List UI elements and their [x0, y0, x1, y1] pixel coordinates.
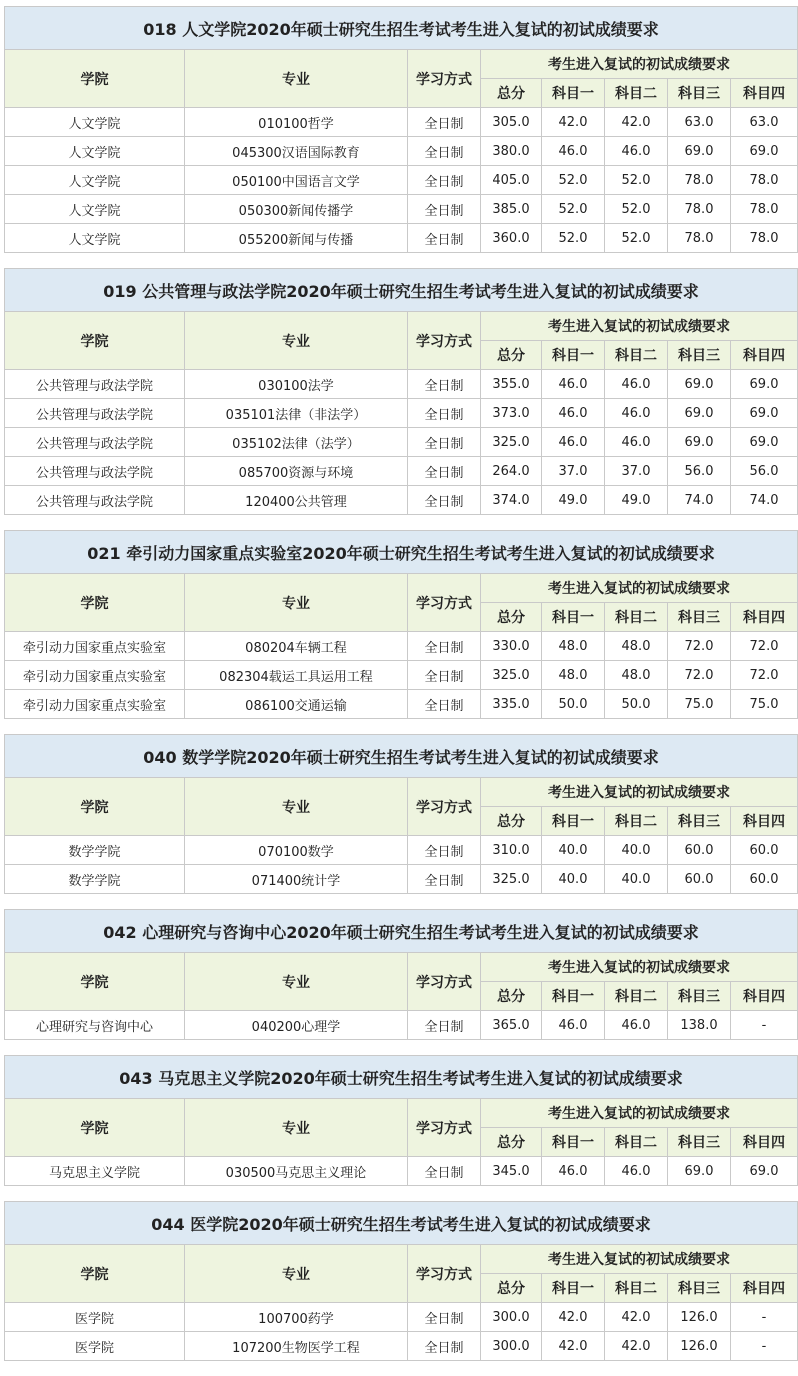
subject-header-s3: 科目三 [668, 79, 731, 108]
table-cell: 人文学院 [5, 108, 185, 137]
table-cell: 69.0 [668, 399, 731, 428]
major-header: 专业 [185, 574, 408, 632]
table-cell: 72.0 [731, 632, 798, 661]
subject-header-s1: 科目一 [542, 79, 605, 108]
table-cell: 46.0 [542, 428, 605, 457]
table-row [5, 836, 798, 865]
table-cell: 公共管理与政法学院 [5, 399, 185, 428]
table-cell: 63.0 [668, 108, 731, 137]
table-cell: 69.0 [731, 137, 798, 166]
college-header: 学院 [5, 574, 185, 632]
subject-header-total: 总分 [481, 982, 542, 1011]
table-cell: 69.0 [731, 428, 798, 457]
college-header: 学院 [5, 1099, 185, 1157]
table-cell: 公共管理与政法学院 [5, 370, 185, 399]
table-cell: 071400统计学 [185, 865, 408, 894]
table-cell: 46.0 [605, 428, 668, 457]
table-cell: 全日制 [408, 690, 481, 719]
table-cell: 60.0 [731, 836, 798, 865]
table-row [5, 195, 798, 224]
subject-header-s3: 科目三 [668, 1128, 731, 1157]
score-table [4, 530, 798, 719]
table-cell: 345.0 [481, 1157, 542, 1186]
table-cell: 126.0 [668, 1332, 731, 1361]
subject-header-s2: 科目二 [605, 79, 668, 108]
study-mode-header: 学习方式 [408, 312, 481, 370]
major-header: 专业 [185, 312, 408, 370]
table-cell: 全日制 [408, 1303, 481, 1332]
table-cell: 40.0 [605, 836, 668, 865]
table-cell: 全日制 [408, 370, 481, 399]
table-cell: 385.0 [481, 195, 542, 224]
table-row [5, 137, 798, 166]
table-cell: 牵引动力国家重点实验室 [5, 690, 185, 719]
table-cell: 60.0 [668, 865, 731, 894]
table-cell: 52.0 [605, 195, 668, 224]
table-cell: 086100交通运输 [185, 690, 408, 719]
score-section [4, 1055, 797, 1186]
subject-header-s2: 科目二 [605, 982, 668, 1011]
table-cell: 46.0 [542, 1157, 605, 1186]
table-cell: 78.0 [731, 166, 798, 195]
table-cell: 50.0 [542, 690, 605, 719]
table-cell: - [731, 1332, 798, 1361]
table-cell: 78.0 [731, 195, 798, 224]
subject-header-s2: 科目二 [605, 341, 668, 370]
score-table [4, 909, 798, 1040]
table-cell: 030100法学 [185, 370, 408, 399]
score-table [4, 268, 798, 515]
table-cell: 人文学院 [5, 166, 185, 195]
table-row [5, 108, 798, 137]
table-cell: 335.0 [481, 690, 542, 719]
table-cell: 数学学院 [5, 836, 185, 865]
table-cell: 全日制 [408, 486, 481, 515]
major-header: 专业 [185, 50, 408, 108]
subject-header-s2: 科目二 [605, 807, 668, 836]
table-cell: 126.0 [668, 1303, 731, 1332]
table-cell: 40.0 [542, 865, 605, 894]
table-cell: 69.0 [668, 370, 731, 399]
table-cell: 46.0 [542, 370, 605, 399]
table-cell: 46.0 [542, 137, 605, 166]
requirement-header: 考生进入复试的初试成绩要求 [481, 953, 798, 982]
table-cell: 全日制 [408, 457, 481, 486]
table-cell: - [731, 1011, 798, 1040]
table-cell: 330.0 [481, 632, 542, 661]
table-cell: 405.0 [481, 166, 542, 195]
table-cell: 46.0 [605, 137, 668, 166]
table-cell: 138.0 [668, 1011, 731, 1040]
subject-header-s3: 科目三 [668, 341, 731, 370]
table-cell: 040200心理学 [185, 1011, 408, 1040]
table-cell: 人文学院 [5, 137, 185, 166]
table-cell: 050100中国语言文学 [185, 166, 408, 195]
table-cell: 全日制 [408, 632, 481, 661]
subject-header-s4: 科目四 [731, 1128, 798, 1157]
table-cell: 48.0 [542, 632, 605, 661]
major-header: 专业 [185, 1245, 408, 1303]
study-mode-header: 学习方式 [408, 574, 481, 632]
table-cell: 医学院 [5, 1303, 185, 1332]
table-cell: 人文学院 [5, 224, 185, 253]
table-cell: 78.0 [668, 166, 731, 195]
table-row [5, 632, 798, 661]
table-cell: 69.0 [668, 137, 731, 166]
table-cell: 300.0 [481, 1332, 542, 1361]
table-cell: 37.0 [542, 457, 605, 486]
table-cell: 100700药学 [185, 1303, 408, 1332]
section-title: 018 人文学院2020年硕士研究生招生考试考生进入复试的初试成绩要求 [5, 7, 798, 50]
table-cell: 373.0 [481, 399, 542, 428]
table-cell: 37.0 [605, 457, 668, 486]
table-cell: 40.0 [542, 836, 605, 865]
section-title: 042 心理研究与咨询中心2020年硕士研究生招生考试考生进入复试的初试成绩要求 [5, 910, 798, 953]
table-cell: 380.0 [481, 137, 542, 166]
table-cell: 035102法律（法学） [185, 428, 408, 457]
score-section [4, 6, 797, 253]
table-row [5, 166, 798, 195]
table-cell: 48.0 [605, 632, 668, 661]
subject-header-total: 总分 [481, 1128, 542, 1157]
major-header: 专业 [185, 778, 408, 836]
table-cell: 42.0 [542, 1303, 605, 1332]
table-cell: 人文学院 [5, 195, 185, 224]
subject-header-s4: 科目四 [731, 341, 798, 370]
section-title: 044 医学院2020年硕士研究生招生考试考生进入复试的初试成绩要求 [5, 1202, 798, 1245]
table-cell: 69.0 [731, 1157, 798, 1186]
table-cell: 46.0 [605, 399, 668, 428]
score-section [4, 1201, 797, 1361]
table-cell: 心理研究与咨询中心 [5, 1011, 185, 1040]
score-table [4, 1201, 798, 1361]
table-row [5, 370, 798, 399]
requirement-header: 考生进入复试的初试成绩要求 [481, 574, 798, 603]
table-cell: 72.0 [668, 632, 731, 661]
table-cell: 公共管理与政法学院 [5, 428, 185, 457]
table-cell: 全日制 [408, 224, 481, 253]
table-row [5, 1303, 798, 1332]
table-cell: 78.0 [668, 195, 731, 224]
table-cell: 63.0 [731, 108, 798, 137]
college-header: 学院 [5, 1245, 185, 1303]
subject-header-s1: 科目一 [542, 1274, 605, 1303]
score-table [4, 734, 798, 894]
major-header: 专业 [185, 953, 408, 1011]
table-cell: 72.0 [668, 661, 731, 690]
table-cell: 49.0 [542, 486, 605, 515]
table-cell: 全日制 [408, 865, 481, 894]
subject-header-total: 总分 [481, 79, 542, 108]
table-row [5, 661, 798, 690]
table-row [5, 428, 798, 457]
table-cell: 46.0 [605, 1011, 668, 1040]
study-mode-header: 学习方式 [408, 1245, 481, 1303]
table-row [5, 1157, 798, 1186]
table-cell: 52.0 [542, 195, 605, 224]
table-cell: 365.0 [481, 1011, 542, 1040]
table-cell: 030500马克思主义理论 [185, 1157, 408, 1186]
table-cell: 325.0 [481, 661, 542, 690]
table-cell: 全日制 [408, 108, 481, 137]
study-mode-header: 学习方式 [408, 778, 481, 836]
table-cell: 46.0 [542, 399, 605, 428]
table-row [5, 865, 798, 894]
table-cell: 全日制 [408, 166, 481, 195]
requirement-header: 考生进入复试的初试成绩要求 [481, 778, 798, 807]
subject-header-s2: 科目二 [605, 603, 668, 632]
subject-header-total: 总分 [481, 603, 542, 632]
requirement-header: 考生进入复试的初试成绩要求 [481, 1245, 798, 1274]
table-cell: 全日制 [408, 428, 481, 457]
score-section [4, 734, 797, 894]
table-cell: 全日制 [408, 137, 481, 166]
table-cell: 全日制 [408, 836, 481, 865]
table-cell: 牵引动力国家重点实验室 [5, 661, 185, 690]
table-cell: 全日制 [408, 195, 481, 224]
table-cell: 42.0 [605, 108, 668, 137]
table-cell: 全日制 [408, 661, 481, 690]
table-cell: 49.0 [605, 486, 668, 515]
subject-header-s1: 科目一 [542, 807, 605, 836]
table-cell: 310.0 [481, 836, 542, 865]
table-cell: 78.0 [731, 224, 798, 253]
table-cell: 300.0 [481, 1303, 542, 1332]
subject-header-s1: 科目一 [542, 341, 605, 370]
score-table [4, 1055, 798, 1186]
subject-header-total: 总分 [481, 341, 542, 370]
score-section [4, 530, 797, 719]
subject-header-s4: 科目四 [731, 1274, 798, 1303]
table-cell: 69.0 [731, 399, 798, 428]
section-title: 043 马克思主义学院2020年硕士研究生招生考试考生进入复试的初试成绩要求 [5, 1056, 798, 1099]
requirement-header: 考生进入复试的初试成绩要求 [481, 312, 798, 341]
section-title: 040 数学学院2020年硕士研究生招生考试考生进入复试的初试成绩要求 [5, 735, 798, 778]
table-cell: 医学院 [5, 1332, 185, 1361]
table-cell: 050300新闻传播学 [185, 195, 408, 224]
table-cell: 69.0 [668, 428, 731, 457]
table-row [5, 399, 798, 428]
table-cell: 46.0 [542, 1011, 605, 1040]
table-row [5, 457, 798, 486]
subject-header-s4: 科目四 [731, 79, 798, 108]
table-cell: 78.0 [668, 224, 731, 253]
subject-header-s1: 科目一 [542, 1128, 605, 1157]
table-cell: 46.0 [605, 1157, 668, 1186]
table-cell: 60.0 [668, 836, 731, 865]
table-cell: 52.0 [605, 166, 668, 195]
table-cell: 360.0 [481, 224, 542, 253]
subject-header-s2: 科目二 [605, 1128, 668, 1157]
score-table [4, 6, 798, 253]
table-cell: 75.0 [731, 690, 798, 719]
table-cell: 全日制 [408, 1157, 481, 1186]
college-header: 学院 [5, 50, 185, 108]
subject-header-s1: 科目一 [542, 982, 605, 1011]
table-cell: 010100哲学 [185, 108, 408, 137]
table-cell: 325.0 [481, 865, 542, 894]
table-cell: 082304载运工具运用工程 [185, 661, 408, 690]
section-title: 019 公共管理与政法学院2020年硕士研究生招生考试考生进入复试的初试成绩要求 [5, 269, 798, 312]
college-header: 学院 [5, 312, 185, 370]
study-mode-header: 学习方式 [408, 50, 481, 108]
table-cell: 全日制 [408, 1332, 481, 1361]
table-cell: 75.0 [668, 690, 731, 719]
score-requirements-page [4, 6, 797, 1376]
subject-header-s2: 科目二 [605, 1274, 668, 1303]
table-cell: 48.0 [542, 661, 605, 690]
table-cell: 74.0 [731, 486, 798, 515]
table-cell: 公共管理与政法学院 [5, 486, 185, 515]
major-header: 专业 [185, 1099, 408, 1157]
requirement-header: 考生进入复试的初试成绩要求 [481, 50, 798, 79]
requirement-header: 考生进入复试的初试成绩要求 [481, 1099, 798, 1128]
table-cell: 52.0 [542, 166, 605, 195]
table-cell: - [731, 1303, 798, 1332]
subject-header-s3: 科目三 [668, 1274, 731, 1303]
table-cell: 325.0 [481, 428, 542, 457]
table-cell: 42.0 [542, 108, 605, 137]
score-section [4, 268, 797, 515]
table-row [5, 224, 798, 253]
subject-header-total: 总分 [481, 807, 542, 836]
study-mode-header: 学习方式 [408, 1099, 481, 1157]
table-row [5, 1332, 798, 1361]
study-mode-header: 学习方式 [408, 953, 481, 1011]
table-cell: 080204车辆工程 [185, 632, 408, 661]
table-cell: 48.0 [605, 661, 668, 690]
subject-header-s1: 科目一 [542, 603, 605, 632]
table-cell: 74.0 [668, 486, 731, 515]
table-cell: 50.0 [605, 690, 668, 719]
table-cell: 264.0 [481, 457, 542, 486]
table-cell: 52.0 [542, 224, 605, 253]
college-header: 学院 [5, 953, 185, 1011]
table-cell: 牵引动力国家重点实验室 [5, 632, 185, 661]
table-row [5, 690, 798, 719]
table-cell: 374.0 [481, 486, 542, 515]
table-cell: 52.0 [605, 224, 668, 253]
table-cell: 045300汉语国际教育 [185, 137, 408, 166]
table-cell: 全日制 [408, 399, 481, 428]
table-cell: 42.0 [542, 1332, 605, 1361]
subject-header-s3: 科目三 [668, 603, 731, 632]
table-cell: 42.0 [605, 1303, 668, 1332]
table-row [5, 486, 798, 515]
subject-header-s4: 科目四 [731, 982, 798, 1011]
table-cell: 120400公共管理 [185, 486, 408, 515]
section-title: 021 牵引动力国家重点实验室2020年硕士研究生招生考试考生进入复试的初试成绩要求 [5, 531, 798, 574]
table-cell: 355.0 [481, 370, 542, 399]
table-cell: 56.0 [731, 457, 798, 486]
table-cell: 035101法律（非法学） [185, 399, 408, 428]
subject-header-s4: 科目四 [731, 603, 798, 632]
subject-header-s3: 科目三 [668, 807, 731, 836]
college-header: 学院 [5, 778, 185, 836]
table-cell: 56.0 [668, 457, 731, 486]
subject-header-total: 总分 [481, 1274, 542, 1303]
table-cell: 42.0 [605, 1332, 668, 1361]
table-cell: 公共管理与政法学院 [5, 457, 185, 486]
table-cell: 40.0 [605, 865, 668, 894]
table-cell: 69.0 [731, 370, 798, 399]
table-row [5, 1011, 798, 1040]
table-cell: 72.0 [731, 661, 798, 690]
score-section [4, 909, 797, 1040]
table-cell: 全日制 [408, 1011, 481, 1040]
table-cell: 69.0 [668, 1157, 731, 1186]
table-cell: 055200新闻与传播 [185, 224, 408, 253]
subject-header-s3: 科目三 [668, 982, 731, 1011]
table-cell: 085700资源与环境 [185, 457, 408, 486]
table-cell: 107200生物医学工程 [185, 1332, 408, 1361]
table-cell: 305.0 [481, 108, 542, 137]
table-cell: 数学学院 [5, 865, 185, 894]
table-cell: 46.0 [605, 370, 668, 399]
table-cell: 070100数学 [185, 836, 408, 865]
table-cell: 马克思主义学院 [5, 1157, 185, 1186]
subject-header-s4: 科目四 [731, 807, 798, 836]
table-cell: 60.0 [731, 865, 798, 894]
